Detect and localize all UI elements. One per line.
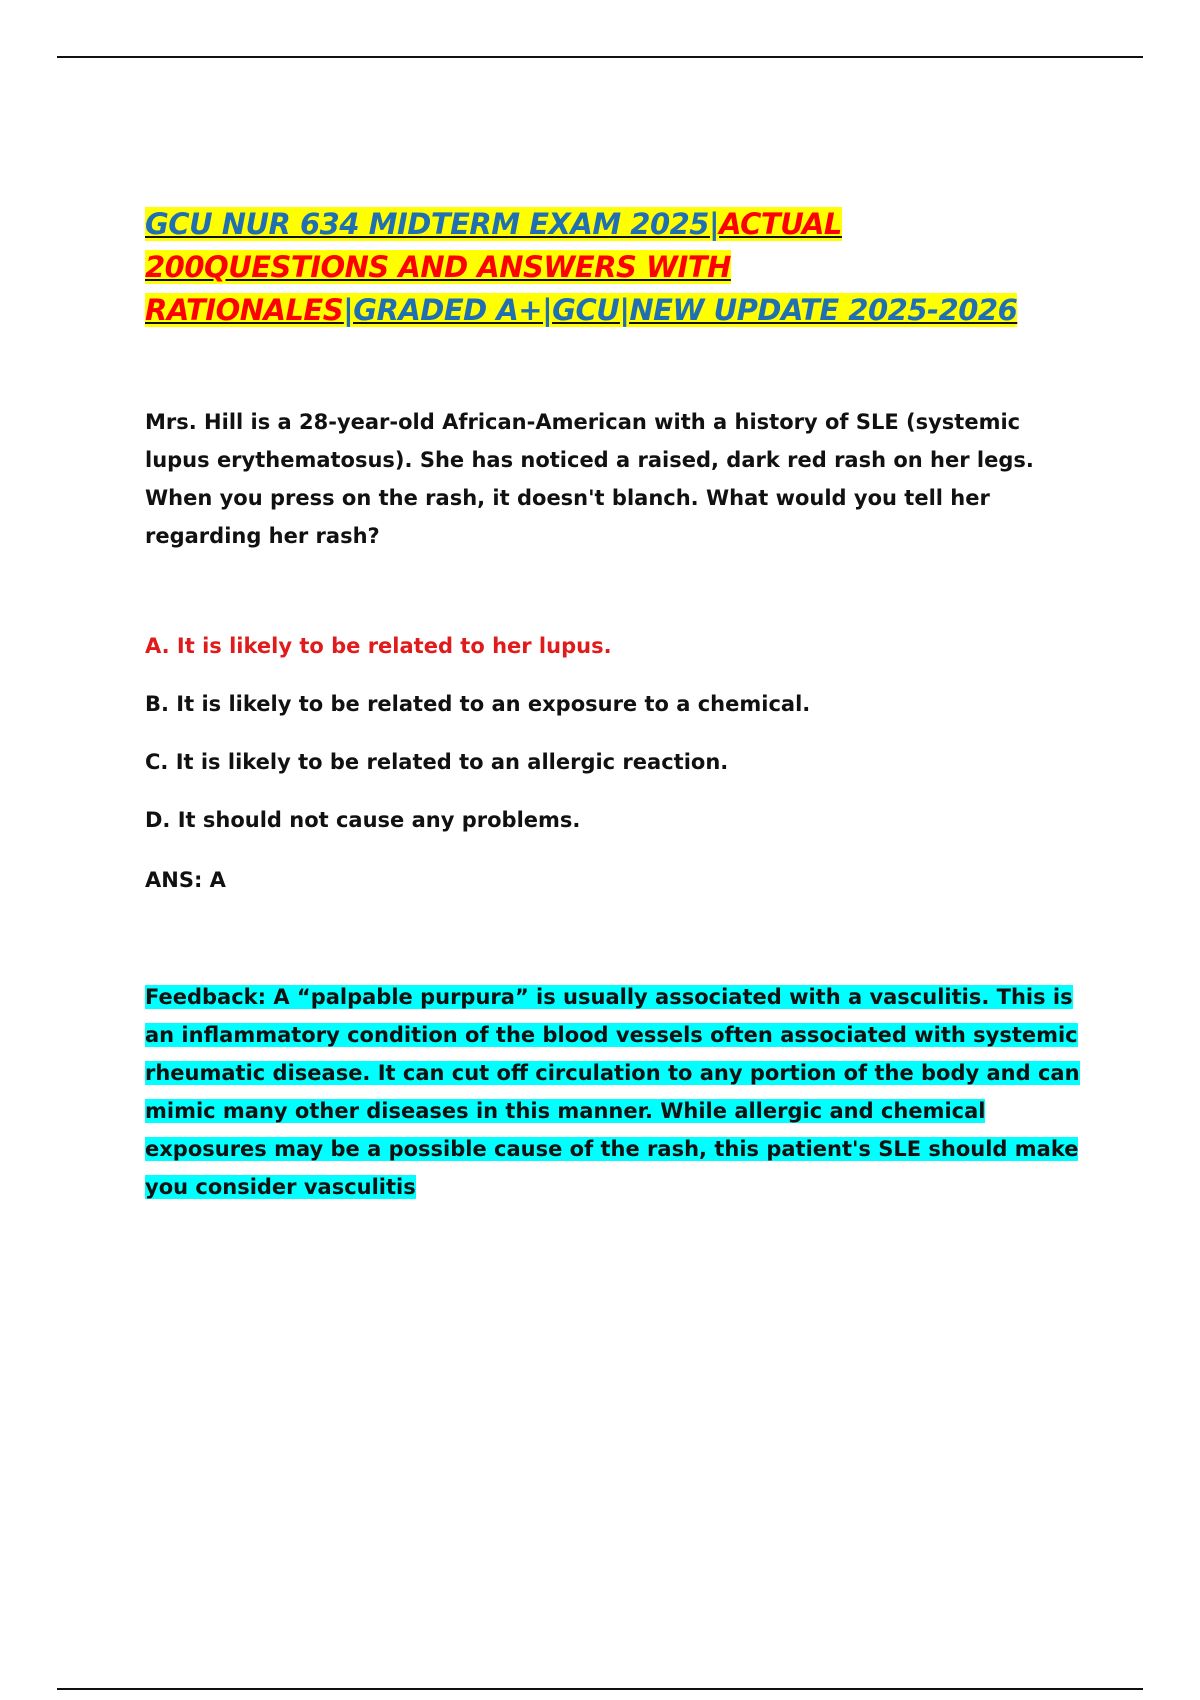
feedback-text: Feedback: A “palpable purpura” is usually associated with a vasculitis. This is an inflammatory condition of the blood vessels often associated with systemic rheumatic disease. It can cut off circulation to any portion of the body and can mimic many other diseases in this manner. While allergic and chemical exposures may be a possible cause of the rash, this patient's SLE should make you consider vasculitis: [145, 985, 1080, 1199]
title-part-graded: |GRADED A+|GCU|NEW UPDATE 2025-2026: [343, 293, 1018, 327]
option-d: D. It should not cause any problems.: [145, 808, 581, 832]
feedback-rationale: [145, 978, 1085, 1206]
option-c: C. It is likely to be related to an allergic reaction.: [145, 750, 729, 774]
title-part-exam: GCU NUR 634 MIDTERM EXAM 2025|: [145, 207, 720, 241]
answer-key: ANS: A: [145, 868, 226, 892]
top-rule: [57, 56, 1143, 58]
answer-options: [145, 632, 1065, 864]
option-b: B. It is likely to be related to an exposure to a chemical.: [145, 692, 811, 716]
option-a: A. It is likely to be related to her lupus.: [145, 634, 612, 658]
bottom-rule: [57, 1688, 1143, 1690]
title-part-questions: ACTUAL 200QUESTIONS AND ANSWERS WITH RATIONALES: [145, 207, 842, 327]
question-text: Mrs. Hill is a 28-year-old African-American with a history of SLE (systemic lupus erythematosus). She has noticed a raised, dark red rash on her legs. When you press on the rash, it doesn't blanch. What would you tell her regarding her rash?: [145, 410, 1034, 548]
document-title: [145, 203, 1075, 332]
